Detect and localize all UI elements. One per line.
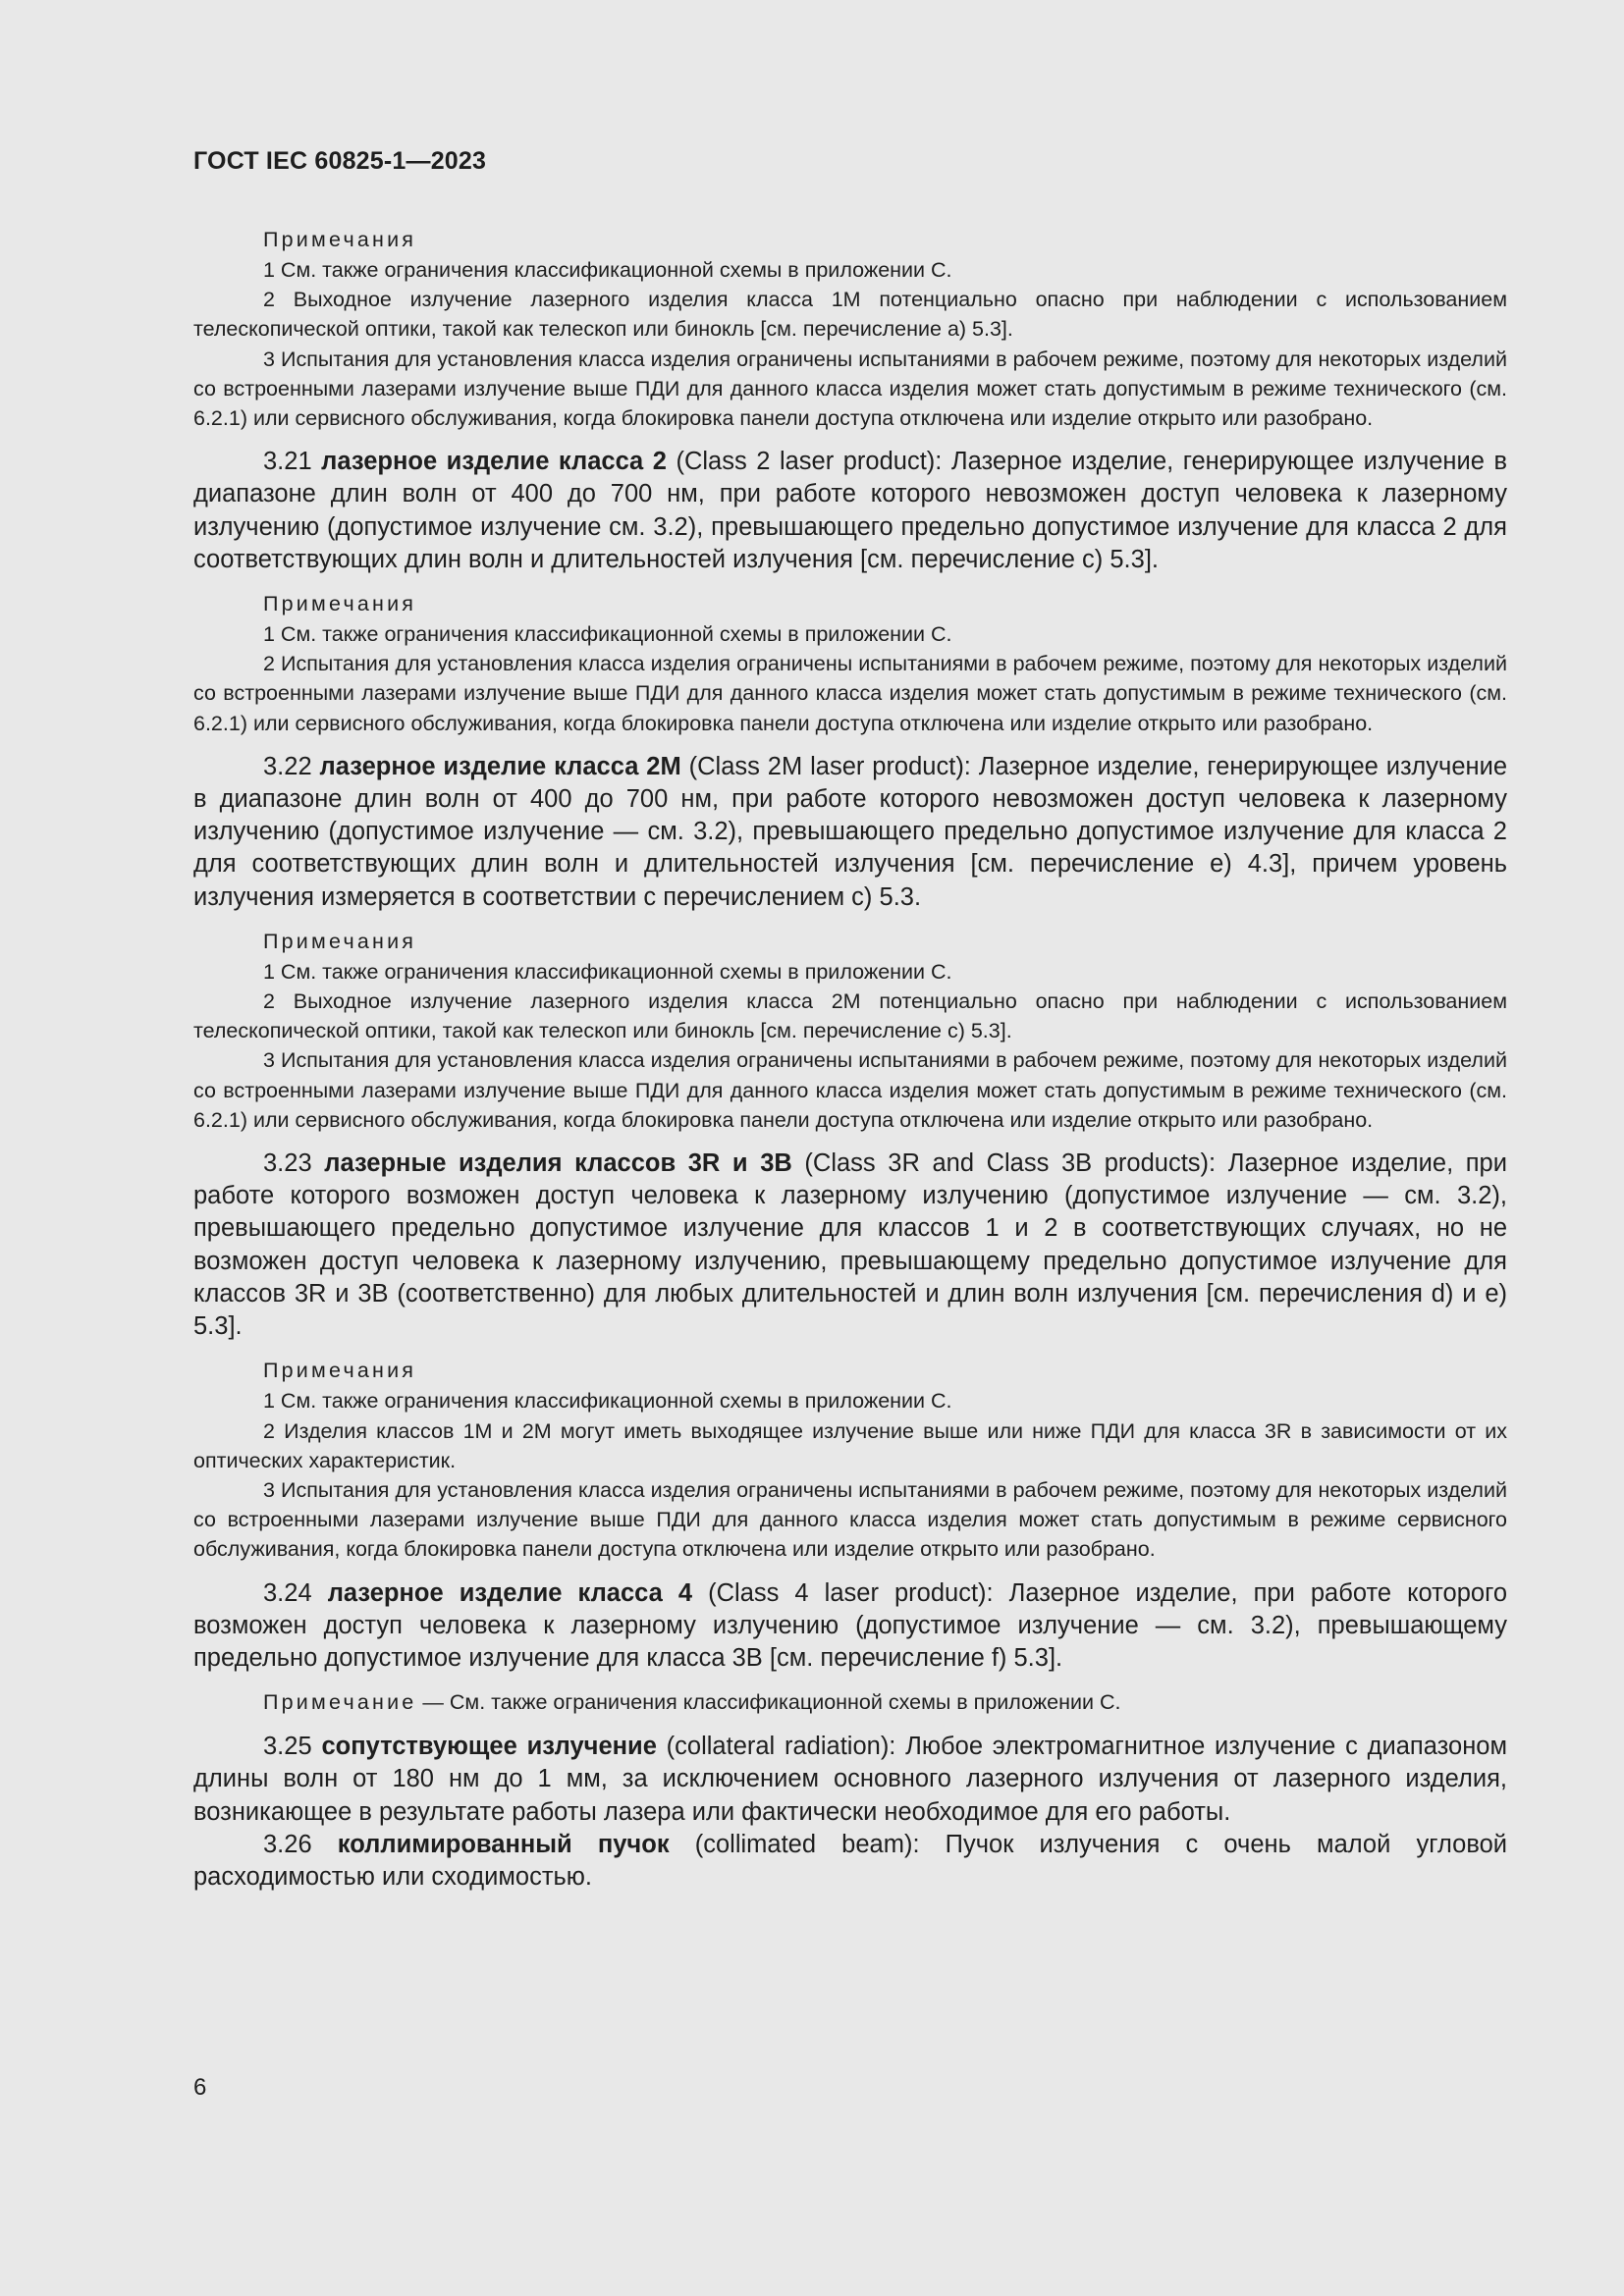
term-number: 3.24: [263, 1578, 312, 1607]
note-item: 2 Испытания для установления класса изделия ограничены испытаниями в рабочем режиме, поэтому для некоторых изделий со встроенными лазерами излучение выше ПДИ для данного класса изделия может стать допустимым в режиме технического (см. 6.2.1) или сервисного обслуживания, когда блокировка панели доступа отключена или изделие открыто или разобрано.: [193, 652, 1507, 735]
notes-heading: Примечания: [263, 592, 417, 616]
notes-block: [193, 225, 1507, 433]
term-number: 3.23: [263, 1149, 312, 1178]
term-text: (collateral radiation): Любое электромагнитное излучение с диапазоном длины волн от 180 нм до 1 мм, за исключением основного лазерного излучения от лазерного изделия, возникающее в результате работы лазера или фактически необходимое для его работы.: [193, 1733, 1508, 1826]
term-name: лазерное изделие класса 4: [327, 1578, 693, 1607]
notes-block: [193, 1356, 1507, 1564]
note-item: 2 Выходное излучение лазерного изделия класса 1М потенциально опасно при наблюдении с использованием телескопической оптики, такой как телескоп или бинокль [см. перечисление a) 5.3].: [193, 288, 1507, 342]
note-item: 1 См. также ограничения классификационной схемы в приложении C.: [263, 1389, 952, 1414]
notes-heading: Примечания: [263, 1359, 417, 1383]
term-text: (Class 2 laser product): Лазерное изделие, генерирующее излучение в диапазоне длин волн от 400 до 700 нм, при работе которого невозможен доступ человека к лазерному излучению (допустимое излучение см. 3.2), превышающего предельно допустимое излучение для класса 2 для соответствующих длин волн и длительностей излучения [см. перечисление c) 5.3].: [193, 448, 1508, 573]
term-definition-3-26: [193, 1829, 1507, 1894]
note-item: 3 Испытания для установления класса изделия ограничены испытаниями в рабочем режиме, поэтому для некоторых изделий со встроенными лазерами излучение выше ПДИ для данного класса изделия может стать допустимым в режиме сервисного обслуживания, когда блокировка панели доступа отключена или изделие открыто или разобрано.: [193, 1477, 1507, 1562]
term-definition-3-22: [193, 751, 1507, 914]
notes-heading: Примечания: [263, 228, 417, 251]
term-name: лазерные изделия классов 3R и 3B: [324, 1149, 792, 1178]
term-name: коллимированный пучок: [337, 1830, 670, 1858]
note-heading-single: Примечание: [263, 1690, 417, 1715]
note-item: 1 См. также ограничения классификационной схемы в приложении C.: [263, 959, 952, 984]
note-item: 1 См. также ограничения классификационной схемы в приложении C.: [263, 622, 952, 647]
term-definition-3-21: [193, 446, 1507, 576]
term-text: (Class 2M laser product): Лазерное изделие, генерирующее излучение в диапазоне длин волн от 400 до 700 нм, при работе которого невозможен доступ человека к лазерному излучению (допустимое излучение — см. 3.2), превышающего предельно допустимое излучение для класса 2 для соответствующих длин волн и длительностей излучения [см. перечисление e) 4.3], причем уровень излучения измеряется в соответствии с перечислением c) 5.3.: [193, 752, 1508, 911]
note-text: — См. также ограничения классификационной схемы в приложении C.: [416, 1690, 1121, 1715]
term-definition-3-24: [193, 1577, 1507, 1676]
term-text: (Class 3R and Class 3B products): Лазерное изделие, при работе которого возможен доступ человека к лазерному излучению (допустимое излучение — см. 3.2), превышающего предельно допустимое излучение для классов 1 и 2 в соответствующих случаях, но не возможен доступ человека к лазерному излучению, превышающему предельно допустимое излучение для классов 3R и 3B (соответственно) для любых длительностей и длин волн излучения [см. перечисления d) и e) 5.3].: [193, 1149, 1507, 1341]
note-item: 3 Испытания для установления класса изделия ограничены испытаниями в рабочем режиме, поэтому для некоторых изделий со встроенными лазерами излучение выше ПДИ для данного класса изделия может стать допустимым в режиме технического (см. 6.2.1) или сервисного обслуживания, когда блокировка панели доступа отключена или изделие открыто или разобрано.: [193, 1048, 1507, 1132]
notes-heading: Примечания: [263, 929, 417, 953]
page-number: 6: [193, 2074, 207, 2101]
term-name: лазерное изделие класса 2М: [319, 752, 681, 780]
term-definition-3-25: [193, 1731, 1507, 1829]
term-definition-3-23: [193, 1148, 1507, 1343]
note-item: 2 Выходное излучение лазерного изделия класса 2М потенциально опасно при наблюдении с использованием телескопической оптики, такой как телескоп или бинокль [см. перечисление c) 5.3].: [193, 989, 1507, 1043]
term-number: 3.26: [263, 1830, 312, 1858]
term-name: лазерное изделие класса 2: [321, 448, 667, 476]
note-item: 1 См. также ограничения классификационной схемы в приложении C.: [263, 258, 952, 282]
note-item: 2 Изделия классов 1М и 2М могут иметь выходящее излучение выше или ниже ПДИ для класса 3R в зависимости от их оптических характеристик.: [193, 1418, 1507, 1472]
term-number: 3.22: [263, 752, 312, 780]
single-note: [193, 1687, 1507, 1718]
notes-block: [193, 589, 1507, 738]
term-number: 3.25: [263, 1733, 312, 1761]
term-text: (Class 4 laser product): Лазерное изделие, при работе которого возможен доступ человека к лазерному излучению (допустимое излучение — см. 3.2), превышающему предельно допустимое излучение для класса 3B [см. перечисление f) 5.3].: [193, 1578, 1508, 1672]
term-name: сопутствующее излучение: [321, 1733, 657, 1761]
note-item: 3 Испытания для установления класса изделия ограничены испытаниями в рабочем режиме, поэтому для некоторых изделий со встроенными лазерами излучение выше ПДИ для данного класса изделия может стать допустимым в режиме технического (см. 6.2.1) или сервисного обслуживания, когда блокировка панели доступа отключена или изделие открыто или разобрано.: [193, 347, 1507, 431]
notes-block: [193, 927, 1507, 1135]
document-header: ГОСТ IEC 60825-1—2023: [193, 147, 487, 175]
term-text: (collimated beam): Пучок излучения с очень малой угловой расходимостью или сходимостью.: [193, 1830, 1508, 1891]
document-body: [193, 225, 1507, 1894]
term-number: 3.21: [263, 448, 312, 476]
